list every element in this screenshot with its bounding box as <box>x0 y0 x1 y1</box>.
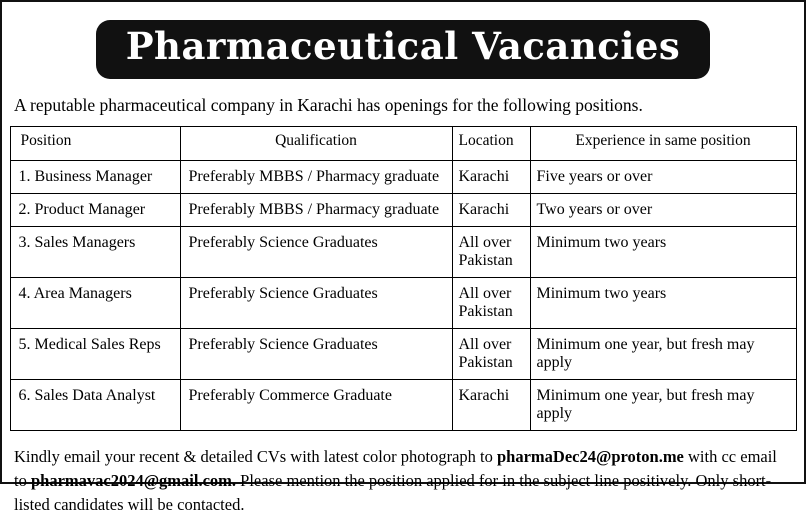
cell-qualification: Preferably MBBS / Pharmacy graduate <box>180 193 452 226</box>
location-line-2: Pakistan <box>458 251 513 269</box>
title-box <box>96 20 711 79</box>
location-line-1: Karachi <box>458 386 510 404</box>
table-row <box>10 193 796 226</box>
table-header <box>10 126 796 160</box>
cell-location <box>452 193 530 226</box>
cell-location <box>452 328 530 379</box>
contact-instructions <box>14 445 792 516</box>
cell-qualification: Preferably MBBS / Pharmacy graduate <box>180 160 452 193</box>
table-row <box>10 160 796 193</box>
location-line-1: All over <box>458 284 512 302</box>
contact-email-cc: pharmavac2024@gmail.com. <box>30 470 237 490</box>
footer-text-part-2: with cc email to <box>14 446 777 490</box>
column-header-location: Location <box>452 126 530 160</box>
location-line-1: All over <box>458 233 512 251</box>
contact-email-primary: pharmaDec24@proton.me <box>496 446 684 466</box>
table-row <box>10 328 796 379</box>
cell-experience: Minimum one year, but fresh may apply <box>530 328 796 379</box>
cell-position: 3. Sales Managers <box>10 226 180 277</box>
cell-position: 2. Product Manager <box>10 193 180 226</box>
table-row <box>10 379 796 430</box>
column-header-position: Position <box>10 126 180 160</box>
cell-qualification: Preferably Science Graduates <box>180 226 452 277</box>
table-header-row <box>10 126 796 160</box>
cell-location <box>452 160 530 193</box>
footer-text-part-3: Please mention the position applied for in the subject line positively. Only short-listed candidates will be contacted. <box>14 470 772 514</box>
cell-qualification: Preferably Science Graduates <box>180 277 452 328</box>
table-row <box>10 226 796 277</box>
intro-text: A reputable pharmaceutical company in Karachi has openings for the following positions. <box>14 94 643 115</box>
cell-experience: Minimum two years <box>530 277 796 328</box>
cell-experience: Minimum two years <box>530 226 796 277</box>
location-line-1: Karachi <box>458 200 510 218</box>
column-header-experience: Experience in same position <box>530 126 796 160</box>
cell-experience: Minimum one year, but fresh may apply <box>530 379 796 430</box>
cell-position: 4. Area Managers <box>10 277 180 328</box>
cell-location <box>452 379 530 430</box>
cell-position: 6. Sales Data Analyst <box>10 379 180 430</box>
cell-location <box>452 277 530 328</box>
location-line-1: Karachi <box>458 167 510 185</box>
cell-experience: Five years or over <box>530 160 796 193</box>
footer-text-part-1: Kindly email your recent & detailed CVs with latest color photograph to <box>14 446 497 466</box>
page-title: Pharmaceutical Vacancies <box>125 24 681 68</box>
cell-experience: Two years or over <box>530 193 796 226</box>
cell-qualification: Preferably Commerce Graduate <box>180 379 452 430</box>
cell-qualification: Preferably Science Graduates <box>180 328 452 379</box>
title-banner <box>2 20 804 79</box>
cell-position: 1. Business Manager <box>10 160 180 193</box>
location-line-2: Pakistan <box>458 353 513 371</box>
table-row <box>10 277 796 328</box>
column-header-qualification: Qualification <box>180 126 452 160</box>
cell-location <box>452 226 530 277</box>
vacancies-table <box>10 126 797 431</box>
cell-position: 5. Medical Sales Reps <box>10 328 180 379</box>
location-line-1: All over <box>458 335 512 353</box>
table-body <box>10 160 796 430</box>
location-line-2: Pakistan <box>458 302 513 320</box>
